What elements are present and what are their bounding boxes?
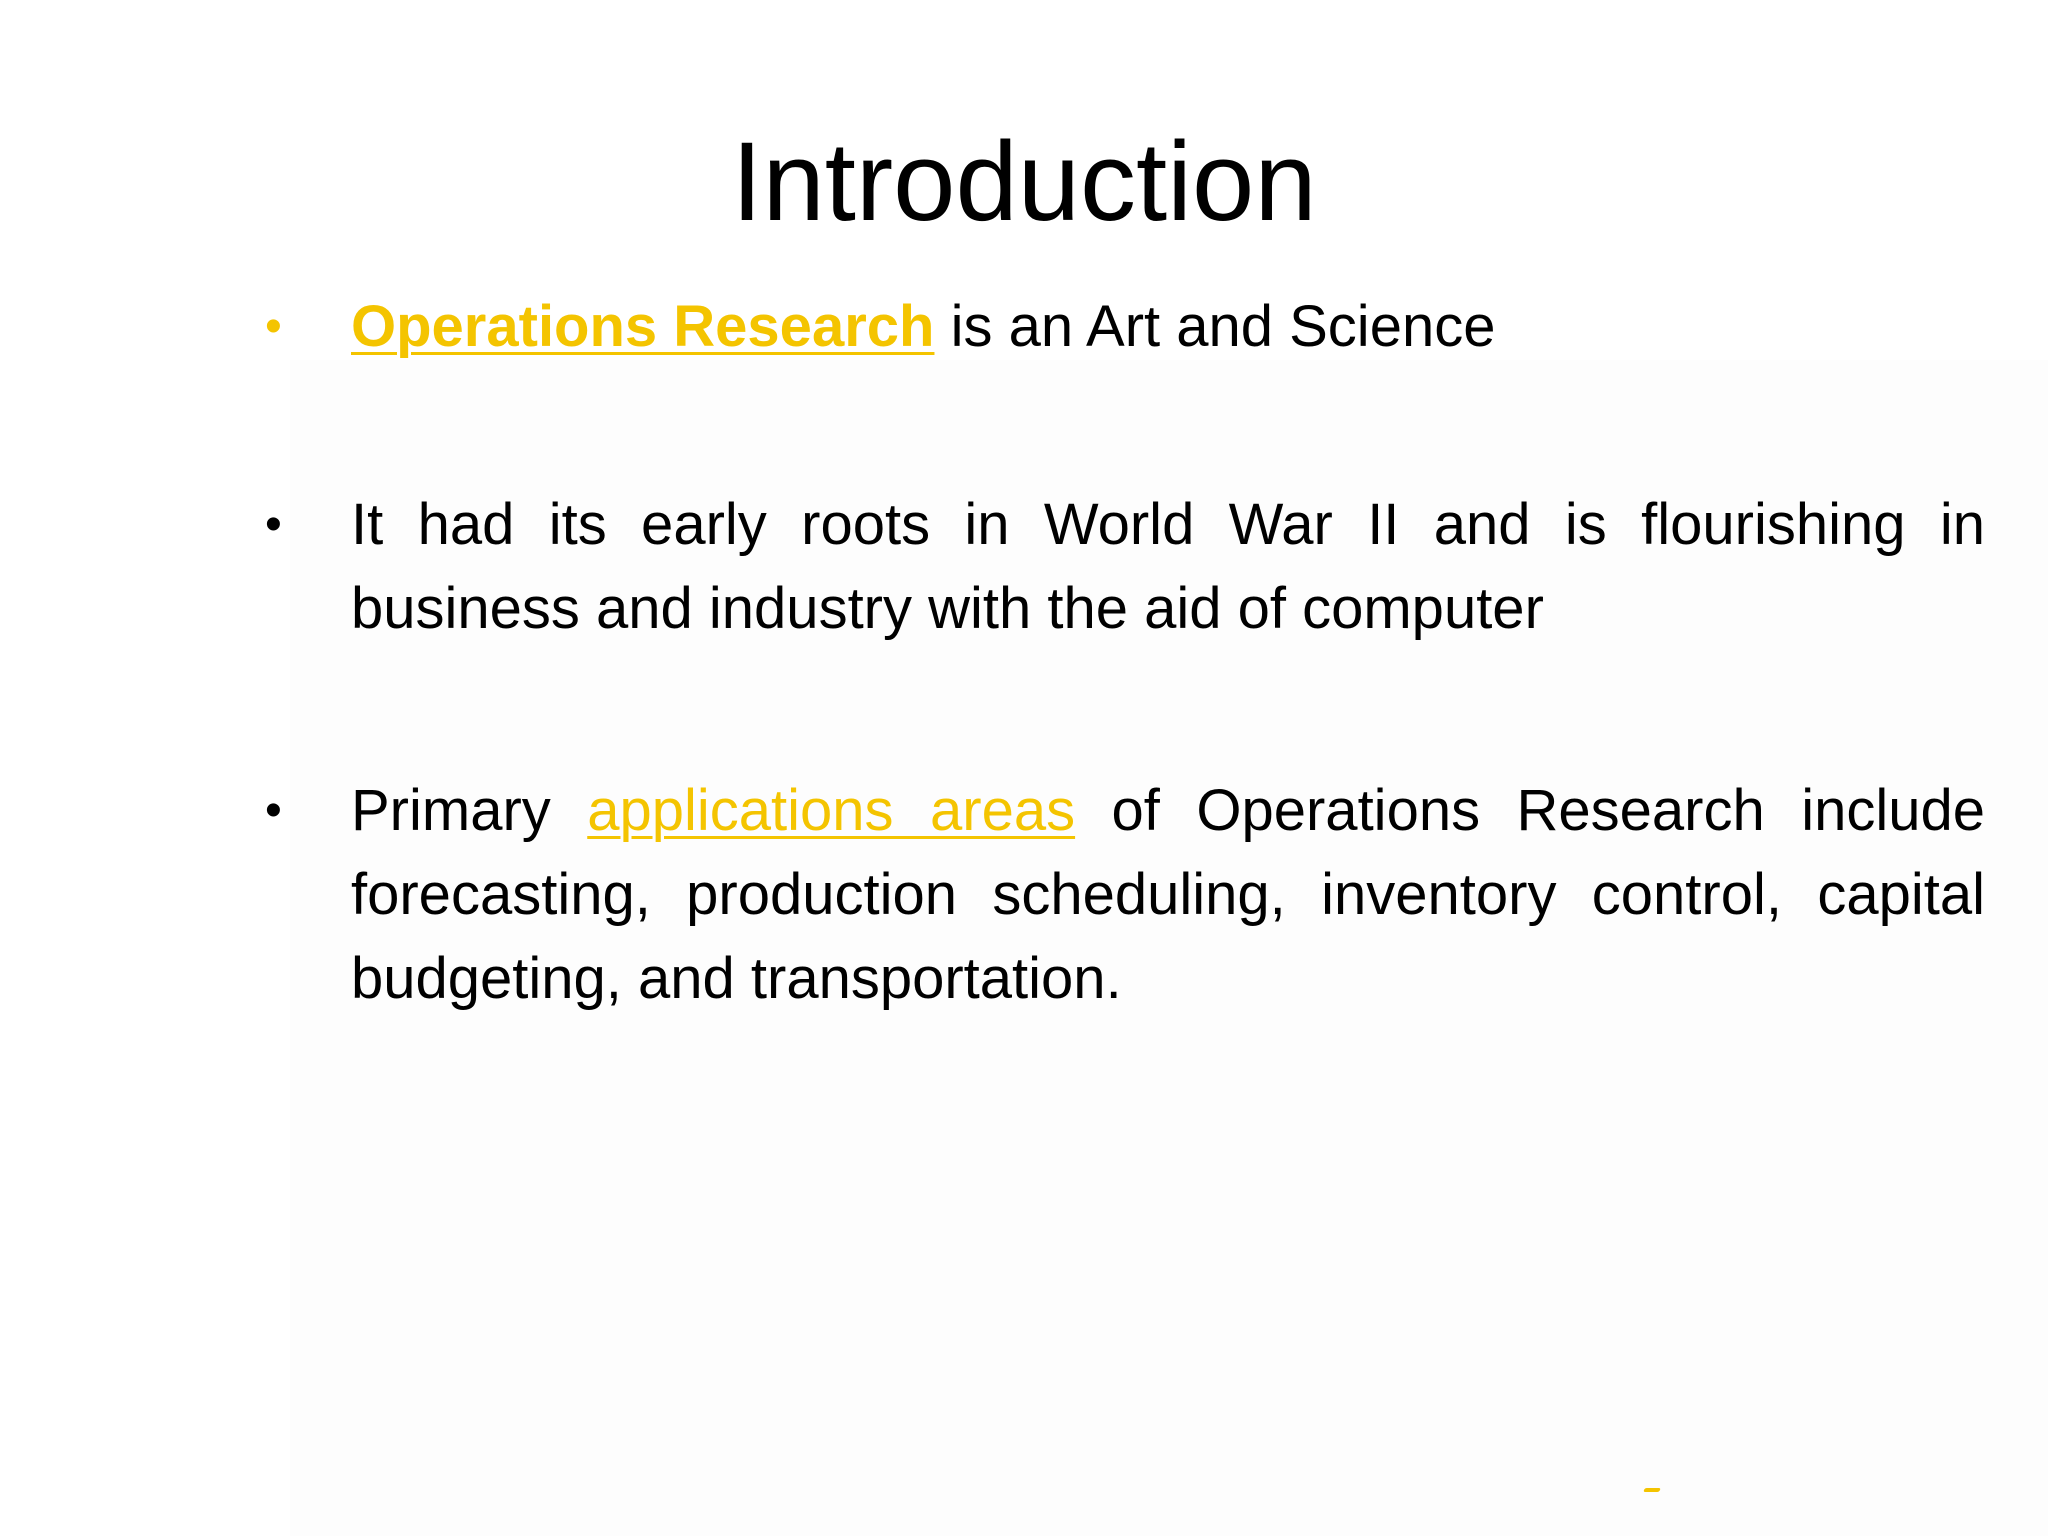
bullet-list <box>265 285 1985 1021</box>
bullet-3-text-before: Primary <box>351 778 588 843</box>
applications-areas-link[interactable]: applications areas <box>587 778 1076 843</box>
footer-accent-mark <box>1643 1488 1661 1492</box>
operations-research-link[interactable]: Operations Research <box>351 294 935 359</box>
bullet-3-text-after: of Operations Research include forecasting, production scheduling, inventory control, capital budgeting, and transportation. <box>351 778 1986 1011</box>
bullet-item-3 <box>265 769 1985 1021</box>
bullet-2-text: It had its early roots in World War II and is flourishing in business and industry with the aid of computer <box>351 492 1985 641</box>
slide-title: Introduction <box>731 119 1317 244</box>
bullet-1-text: is an Art and Science <box>934 294 1496 359</box>
bullet-dot-icon: • <box>265 498 282 551</box>
bullet-dot-icon: • <box>265 300 282 353</box>
bullet-dot-icon: • <box>265 784 282 837</box>
bullet-item-2 <box>265 483 1985 651</box>
bullet-item-1 <box>265 285 1985 369</box>
